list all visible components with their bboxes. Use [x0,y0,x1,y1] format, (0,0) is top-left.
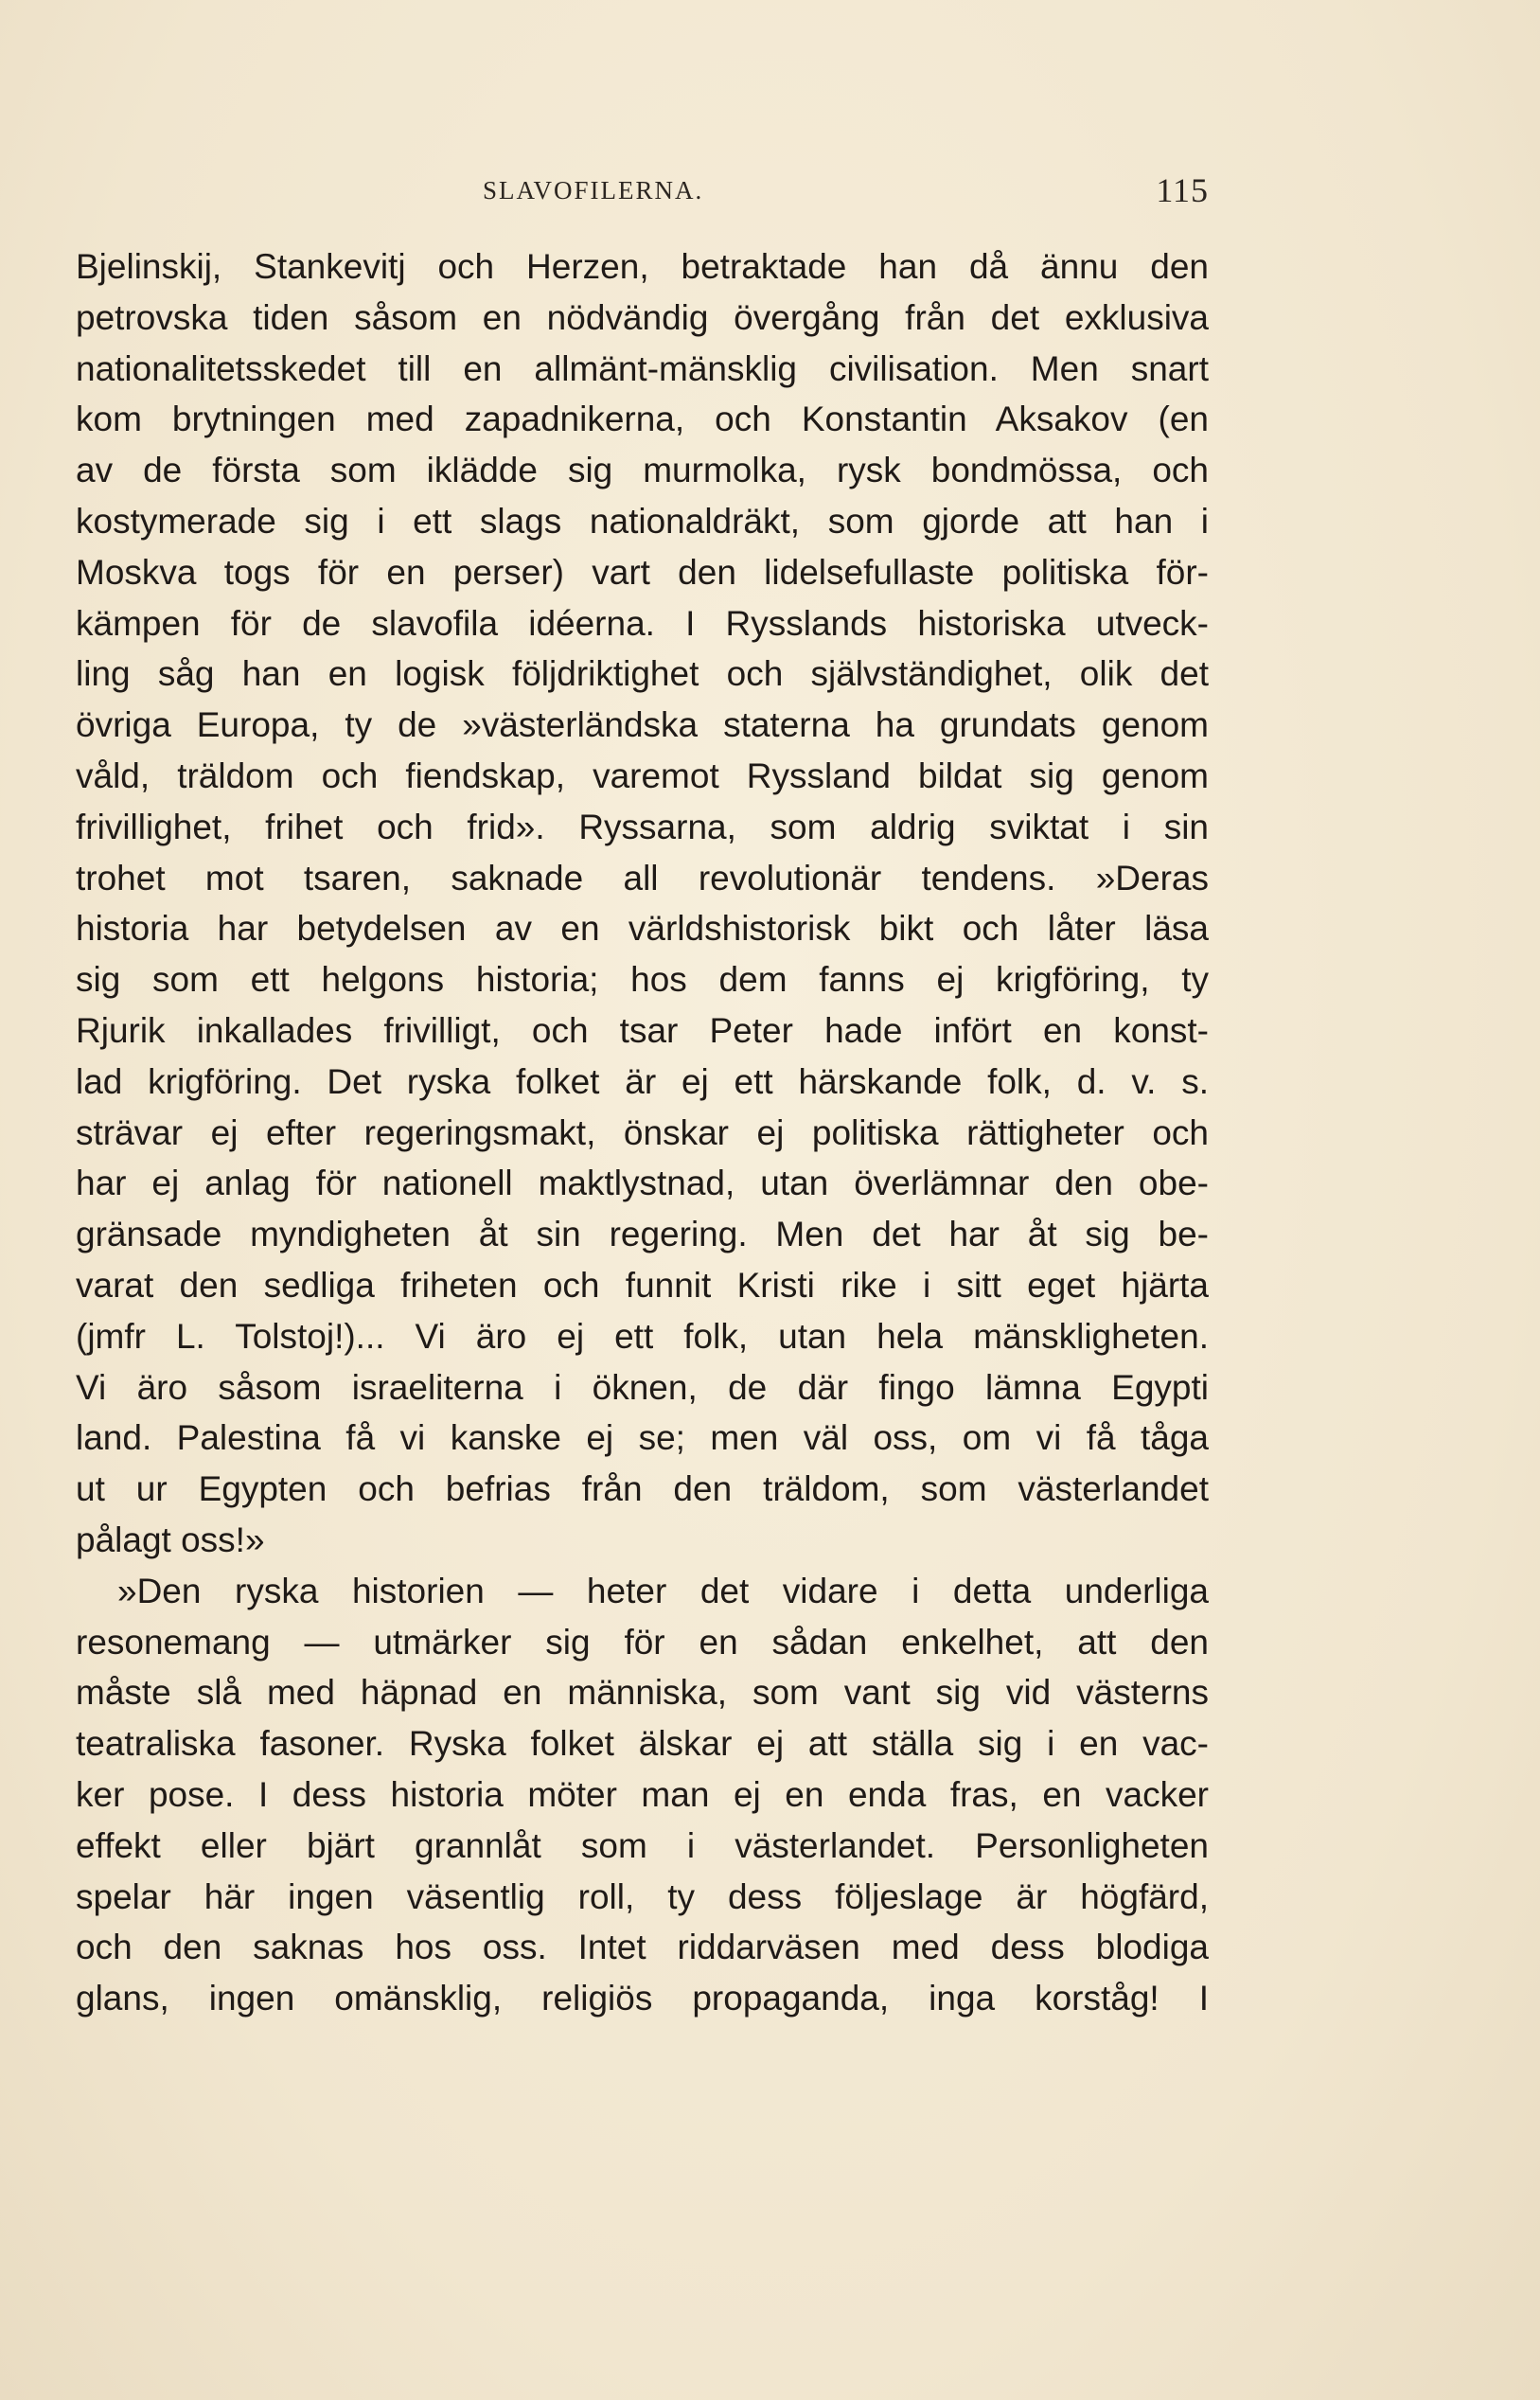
text-line: av de första som iklädde sig murmolka, rysk bondmössa, och [76,451,1209,490]
text-line: frivillighet, frihet och frid». Ryssarna, som aldrig sviktat i sin [76,807,1209,846]
text-line: övriga Europa, ty de »västerländska staterna ha grundats genom [76,705,1209,745]
text-line: trohet mot tsaren, saknade all revolutionär tendens. »Deras [76,858,1209,898]
text-line: ling såg han en logisk följdriktighet och självständighet, olik det [76,654,1209,694]
text-line: ut ur Egypten och befrias från den träldom, som västerlandet [76,1469,1209,1509]
text-line: kämpen för de slavofila idéerna. I Rysslands historiska utveck- [76,603,1209,643]
text-line: gränsade myndigheten åt sin regering. Men det har åt sig be- [76,1215,1209,1254]
text-line: glans, ingen omänsklig, religiös propaganda, inga korståg! I [76,1979,1209,2018]
text-line: våld, träldom och fiendskap, varemot Ryssland bildat sig genom [76,756,1209,795]
paragraph-start-line: »Den ryska historien — heter det vidare i detta underliga [117,1571,1209,1610]
page-number: 115 [1156,171,1209,209]
body-text [76,241,1209,2024]
text-line: spelar här ingen väsentlig roll, ty dess följeslage är högfärd, [76,1876,1209,1916]
text-line: Bjelinskij, Stankevitj och Herzen, betraktade han då ännu den [76,247,1209,286]
text-line: strävar ej efter regeringsmakt, önskar ej politiska rättigheter och [76,1112,1209,1152]
chapter-title: SLAVOFILERNA. [483,176,704,204]
text-line: måste slå med häpnad en människa, som vant sig vid västerns [76,1673,1209,1713]
text-line: (jmfr L. Tolstoj!)... Vi äro ej ett folk, utan hela mänskligheten. [76,1316,1209,1356]
text-line: kostymerade sig i ett slags nationaldräkt, som gjorde att han i [76,501,1209,541]
text-line: Moskva togs för en perser) vart den lidelsefullaste politiska för- [76,552,1209,592]
text-line: petrovska tiden såsom en nödvändig övergång från det exklusiva [76,297,1209,337]
text-line: resonemang — utmärker sig för en sådan enkelhet, att den [76,1622,1209,1662]
text-line: teatraliska fasoner. Ryska folket älskar ej att ställa sig i en vac- [76,1724,1209,1764]
text-line: kom brytningen med zapadnikerna, och Konstantin Aksakov (en [76,400,1209,439]
text-line: nationalitetsskedet till en allmänt-mänsklig civilisation. Men snart [76,348,1209,388]
text-line: ker pose. I dess historia möter man ej en enda fras, en vacker [76,1774,1209,1814]
paragraph-end-line: pålagt oss!» [76,1520,265,1559]
text-line: historia har betydelsen av en världshistorisk bikt och låter läsa [76,909,1209,949]
text-line: Vi äro såsom israeliterna i öknen, de där fingo lämna Egypti [76,1367,1209,1407]
text-line: och den saknas hos oss. Intet riddarväsen med dess blodiga [76,1928,1209,1967]
text-line: lad krigföring. Det ryska folket är ej ett härskande folk, d. v. s. [76,1061,1209,1101]
running-header [76,170,1209,218]
text-line: sig som ett helgons historia; hos dem fanns ej krigföring, ty [76,960,1209,1000]
text-line: effekt eller bjärt grannlåt som i västerlandet. Personligheten [76,1825,1209,1865]
text-line: varat den sedliga friheten och funnit Kristi rike i sitt eget hjärta [76,1265,1209,1305]
text-line: land. Palestina få vi kanske ej se; men väl oss, om vi få tåga [76,1418,1209,1458]
text-line: Rjurik inkallades frivilligt, och tsar Peter hade infört en konst- [76,1010,1209,1050]
text-line: har ej anlag för nationell maktlystnad, utan överlämnar den obe- [76,1164,1209,1203]
